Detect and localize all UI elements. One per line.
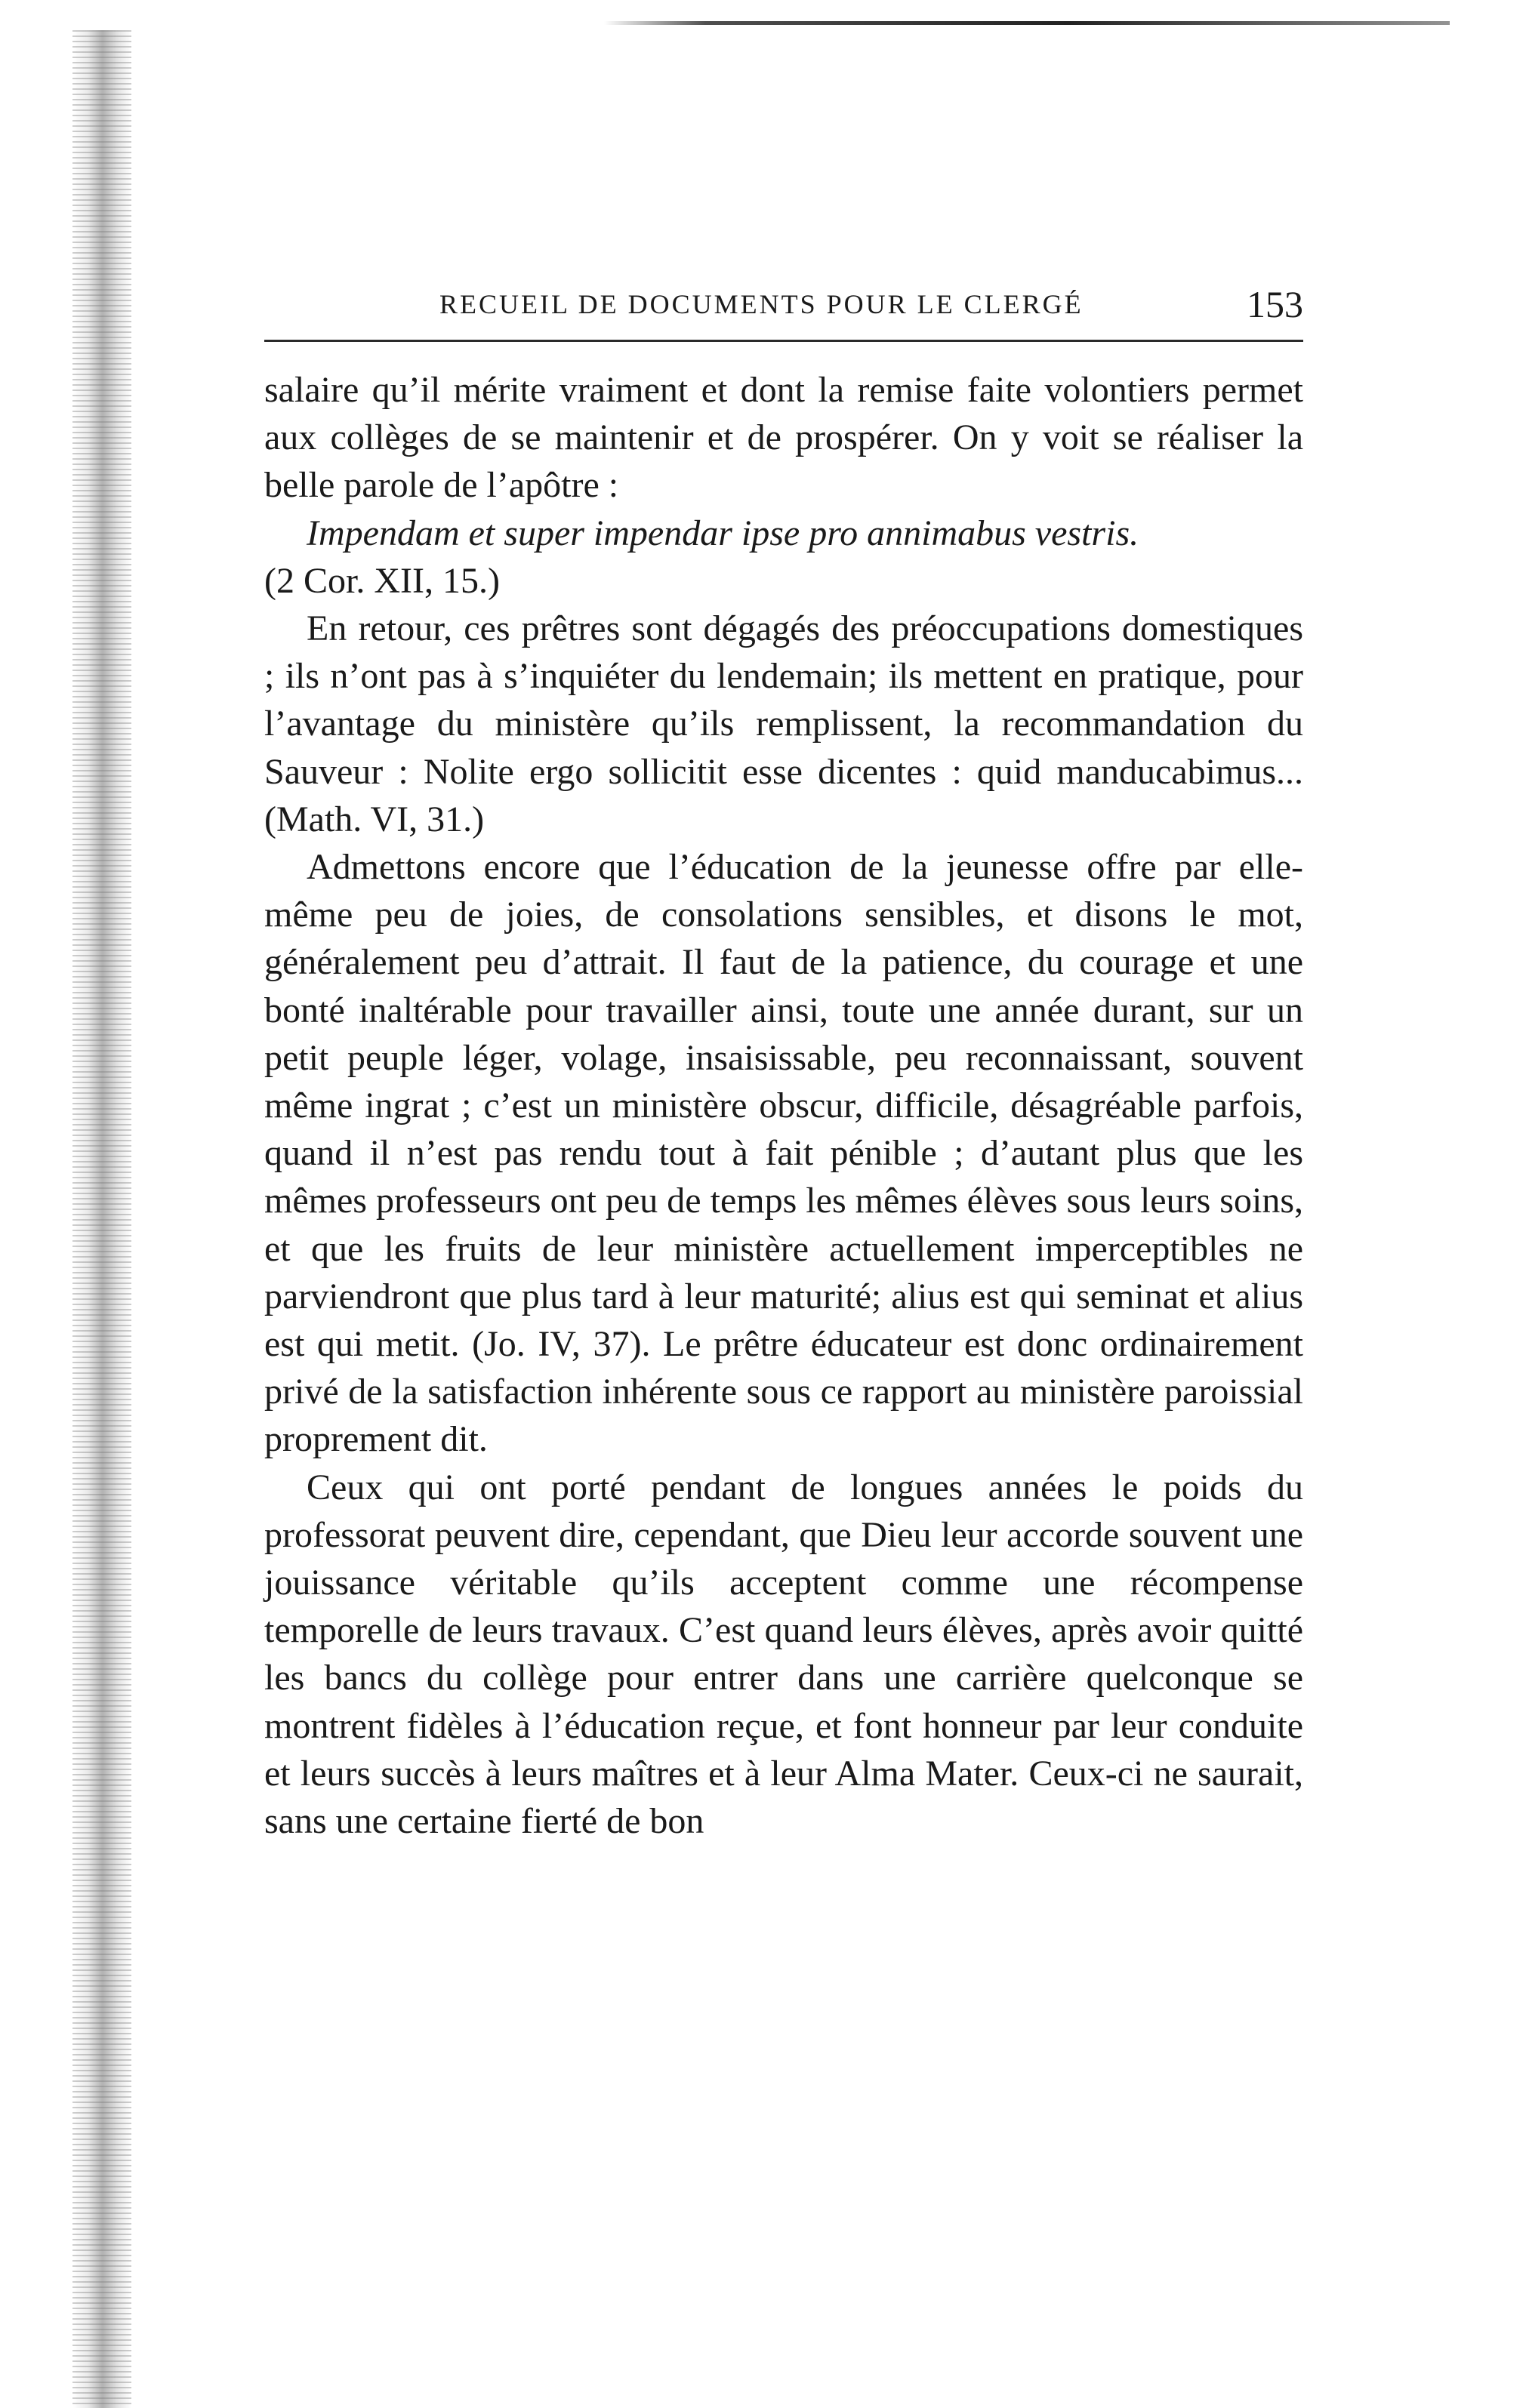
paragraph-3: Admettons encore que l’éducation de la jeunesse offre par elle-même peu de joies, de consolations sensibles, et disons le mot, généralement peu d’attrait. Il faut de la patience, du courage et une bonté inaltérable pour travailler ainsi, toute une année durant, sur un petit peuple léger, volage, insaisissable, peu reconnaissant, souvent même ingrat ; c’est un ministère obscur, difficile, désagréable parfois, quand il n’est pas rendu tout à fait pénible ; d’autant plus que les mêmes professeurs ont peu de temps les mêmes élèves sous leurs soins, et que les fruits de leur ministère actuellement imperceptibles ne parviendront que plus tard à leur maturité; alius est qui seminat et alius est qui metit. (Jo. IV, 37). Le prêtre éducateur est donc ordinairement privé de la satisfaction inhérente sous ce rapport au ministère paroissial proprement dit.	[264, 847, 1303, 1460]
paragraph-2: En retour, ces prêtres sont dégagés des préoccupations domestiques ; ils n’ont pas à s’inquiéter du lendemain; ils mettent en pratique, pour l’avantage du ministère qu’ils remplissent, la recommandation du Sauveur : Nolite ergo sollicitit esse dicentes : quid manducabimus... (Math. VI, 31.)	[264, 608, 1303, 839]
citation: (2 Cor. XII, 15.)	[264, 560, 500, 601]
latin-quotation: Impendam et super impendar ipse pro annimabus vestris.	[307, 513, 1139, 553]
paragraph-4: Ceux qui ont porté pendant de longues années le poids du professorat peuvent dire, cependant, que Dieu leur accorde souvent une jouissance véritable qu’ils acceptent comme une récompense temporelle de leurs travaux. C’est quand leurs élèves, après avoir quitté les bancs du collège pour entrer dans une carrière quelconque se montrent fidèles à l’éducation reçue, et font honneur par leur conduite et leurs succès à leurs maîtres et à leur Alma Mater. Ceux-ci ne saurait, sans une certaine fierté de bon	[264, 1467, 1303, 1842]
page-number: 153	[1247, 283, 1303, 325]
page-header	[264, 279, 1303, 342]
page-body	[264, 366, 1303, 1845]
top-edge-rule	[604, 21, 1450, 25]
binding-edge	[72, 30, 131, 2408]
running-title: RECUEIL DE DOCUMENTS POUR LE CLERGÉ	[439, 289, 1084, 319]
book-page	[264, 279, 1303, 1845]
paragraph-1: salaire qu’il mérite vraiment et dont la remise faite volontiers permet aux collèges de se maintenir et de prospérer. On y voit se réaliser la belle parole de l’apôtre :	[264, 370, 1303, 506]
